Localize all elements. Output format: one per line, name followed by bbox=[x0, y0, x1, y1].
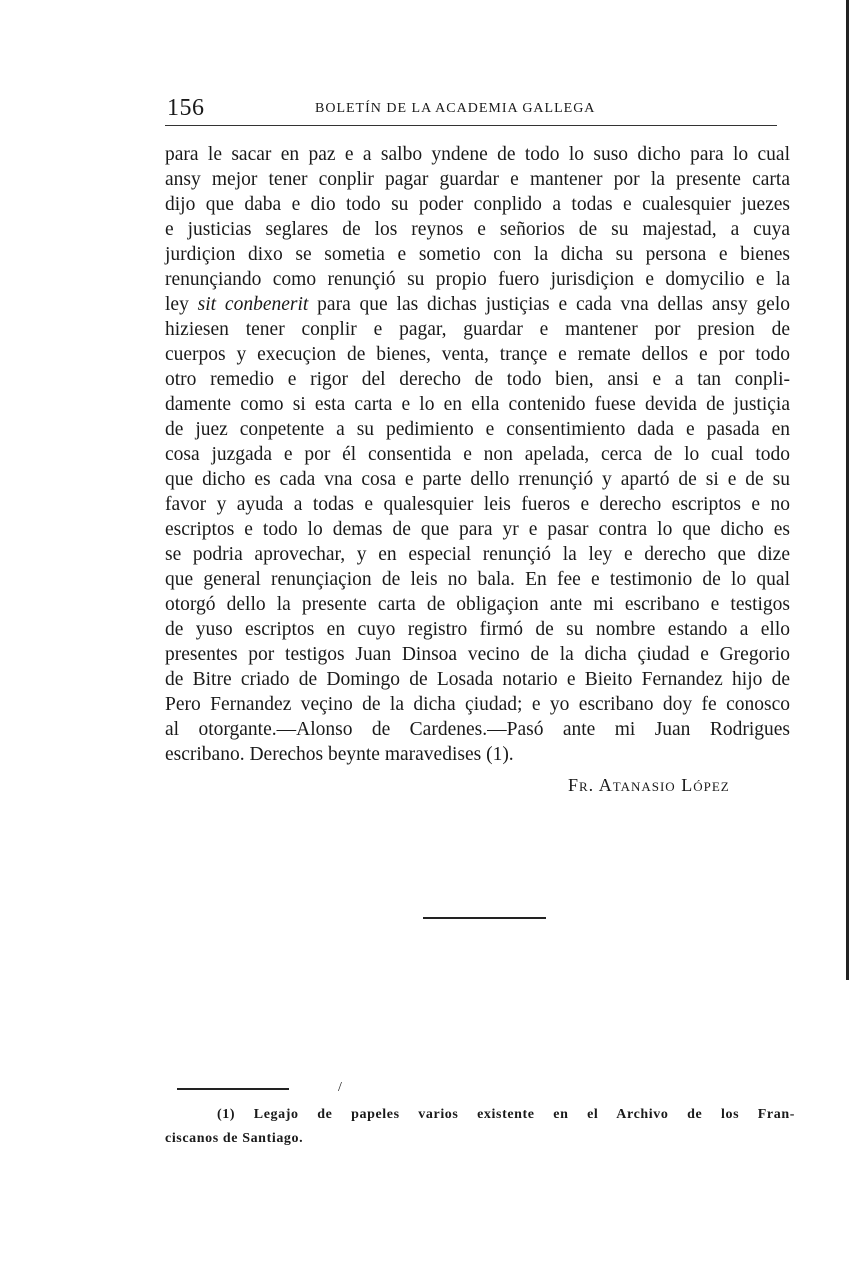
text-line: cosa juzgada e por él consentida e non apelada, cerca de lo cual todo bbox=[165, 444, 790, 465]
text-line: damente como si esta carta e lo en ella contenido fuese devida de justiçia bbox=[165, 394, 790, 415]
text-line: ansy mejor tener conplir pagar guardar e mantener por la presente carta bbox=[165, 169, 790, 190]
text-line bbox=[165, 292, 790, 317]
text-segment: para que las dichas justiçias e cada vna dellas ansy gelo bbox=[308, 294, 790, 315]
text-line: cuerpos y execuçion de bienes, venta, trançe e remate dellos e por todo bbox=[165, 344, 790, 365]
text-line: jurdiçion dixo se sometia e sometio con la dicha su persona e bienes bbox=[165, 244, 790, 265]
text-line: e justicias seglares de los reynos e señorios de su majestad, a cuya bbox=[165, 219, 790, 240]
footnote-rule bbox=[177, 1088, 289, 1090]
text-line: de yuso escriptos en cuyo registro firmó de su nombre estando a ello bbox=[165, 619, 790, 640]
footnote-mark: / bbox=[338, 1080, 342, 1095]
text-line: otorgó dello la presente carta de obligaçion ante mi escribano e testigos bbox=[165, 594, 790, 615]
text-line: escribano. Derechos beynte maravedises (1). bbox=[165, 744, 514, 765]
text-line: de juez conpetente a su pedimiento e consentimiento dada e pasada en bbox=[165, 419, 790, 440]
text-line: Pero Fernandez veçino de la dicha çiudad; e yo escribano doy fe conosco bbox=[165, 694, 790, 715]
text-line: presentes por testigos Juan Dinsoa vecino de la dicha çiudad e Gregorio bbox=[165, 644, 790, 665]
text-line: dijo que daba e dio todo su poder conplido a todas e cualesquier juezes bbox=[165, 194, 790, 215]
text-line: renunçiando como renunçió su propio fuero jurisdiçion e domycilio e la bbox=[165, 269, 790, 290]
footnote-line: ciscanos de Santiago. bbox=[165, 1131, 304, 1146]
text-line: de Bitre criado de Domingo de Losada notario e Bieito Fernandez hijo de bbox=[165, 669, 790, 690]
latin-term: sit conbenerit bbox=[197, 294, 309, 315]
text-line: al otorgante.—Alonso de Cardenes.—Pasó ante mi Juan Rodrigues bbox=[165, 719, 790, 740]
end-rule bbox=[423, 917, 546, 919]
text-line: escriptos e todo lo demas de que para yr e pasar contra lo que dicho es bbox=[165, 519, 790, 540]
text-line: que dicho es cada vna cosa e parte dello rrenunçió y apartó de si e de su bbox=[165, 469, 790, 490]
text-line: se podria aprovechar, y en especial renunçió la ley e derecho que dize bbox=[165, 544, 790, 565]
page-header bbox=[165, 95, 777, 126]
author-signature: Fr. Atanasio López bbox=[568, 775, 730, 795]
footnote bbox=[165, 1103, 795, 1151]
page-number: 156 bbox=[167, 95, 205, 121]
text-line: favor y ayuda a todas e qualesquier leis fueros e derecho escriptos e no bbox=[165, 494, 790, 515]
text-line: hiziesen tener conplir e pagar, guardar e mantener por presion de bbox=[165, 319, 790, 340]
footnote-line: (1) Legajo de papeles varios existente en el Archivo de los Fran- bbox=[217, 1107, 795, 1122]
body-text bbox=[165, 142, 790, 767]
running-head: BOLETÍN DE LA ACADEMIA GALLEGA bbox=[315, 101, 596, 116]
text-segment: ley bbox=[165, 294, 198, 315]
text-line: que general renunçiaçion de leis no bala. En fee e testimonio de lo qual bbox=[165, 569, 790, 590]
page-edge-line bbox=[846, 0, 849, 980]
text-line: otro remedio e rigor del derecho de todo bien, ansi e a tan conpli- bbox=[165, 369, 790, 390]
text-line: para le sacar en paz e a salbo yndene de todo lo suso dicho para lo cual bbox=[165, 144, 790, 165]
